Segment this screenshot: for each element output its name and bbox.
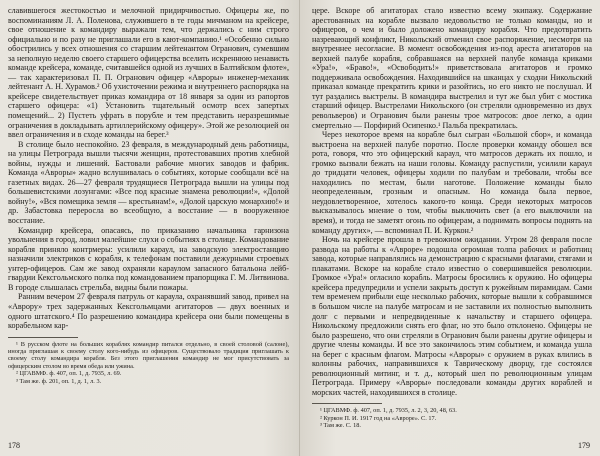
paragraph: Командир крейсера, опасаясь, по приказанию начальника гарнизона увольнения в город, ловил малейшие слухи о событиях в столице. Командование корабля приняло контрмеры: усилили караул, на заводскую электростанцию назначили электриков с корабля, к телефонам поставили дежурными строевых унтер-офицеров. Сам же завод охраняли караулом запасного батальона лейб-гвардии Кексгольмского полка под командованием прапорщика Г. М. Литвинова. В городе слышалась стрельба, видны были пожары. [8,225,289,292]
right-page-body [312,6,592,397]
footnote: ² ЦГАВМФ. ф. 407, оп. 1, д. 7935, л. 69. [16,370,122,378]
page-number: 179 [578,441,590,450]
paragraph: Ночь на крейсере прошла в тревожном ожидании. Утром 28 февраля после развода на работы к «Авроре» подошла огромная толпа рабочих и работниц завода, которые направлялись на демонстрацию с красными флагами, стягами и плакатами. Вскоре на корабле стало известно о совершившейся революции. Громкое «Ура!» огласило корабль. Матросы бросились к оружию. Но офицеры крейсера предупредили и успели закрыть доступ к ружейным пирамидам. Сами тем временем прибыли еще несколько рабочих, которые вышли к собравшимся в большом числе на палубе матросам и не заставили их полностью выполнить долг с первыми и непредвиденные к начальству и старшего офицера. Никольскому предложили снять его флаг, но это было отклонено. Офицеры не было разрешено, что они стреляли в Огранович были ранены другие офицеры и другие члены команды. И все это закончилось этим событием, и команда ушла на берег с красным флагом. Матросы «Авроры» с оружием в руках влились в колонны рабочих, направившихся к Таврическому дворцу, где состоялся революционный митинг, и т. д., который шел по революционным улицам Петрограда. Примеру «Авроры» последовали команды других кораблей и морских частей, находившихся в столице. [312,235,592,397]
right-page [300,0,600,456]
footnote: ³ Там же. ф. 201, оп. 1, д. 1, л. 3. [16,377,102,385]
footnote-divider [312,403,382,404]
right-page-footnotes [312,407,592,429]
left-page-body [8,6,289,331]
footnote: ¹ ЦГАВМФ. ф. 407, оп. 1, д. 7935, л. 2, 3, 20, 48, 63. [320,407,457,415]
footnote: ³ Там же. С. 18. [320,422,361,430]
footnote: ² Куркон П. И. 1917 год на «Авроре». С. 17. [320,414,437,422]
paragraph: цере. Вскоре об агитаторах стало известно всему экипажу. Содержание арестованных на корабле вызвало недовольство не только команды, но и офицеров, о чем и было доложено командиру корабля. Что предотвратить назревающий конфликт, Никольский отменил свое распоряжение, несмотря на внутреннее несогласие. В момент освобождения из-под ареста агитаторов на верхней палубе корабля, собравшаяся на верхней палубе команда криками «Ура!», «Браво!», «Освободить!» приветствовала агитаторов и громко поддерживала освобождения. Находившийся на шканцах у сходни Никольский приказал команде прекратить крики и разойтись, но его никто не послушал. И тут раздались выстрелы. В командира выстрелил и тут же был убит с мостика старший офицер. Выстрелами Никольского (он стреляли одновременно из двух револьверов) и Огранович были ранены трое матросов: двое легко, а один смертельно — Порфирий Осипенко.¹ Пальба прекратилась. [312,6,592,130]
paragraph: Через некоторое время на корабле был сыгран «Большой сбор», и команда выстроена на верхней палубе поротно. После проверки команду обошел вся рота, говоря, что это офицерский караул, что матросов держать их пошло, и громко вызвали бежать на наши головы. Команду распустили, усилили караул до тридцати человек, офицеры ходили по палубам и требовали, чтобы все находились по местам, были наготове. Положение команды было неопределенным, грозным и опасным. Но команда была первое, неудовлетворенное, хотелось какого-то конца. Среди некоторых матросов высказывалось мнение о том, чтобы выключить свет (а его выключили на время), и тогда не заметят огонь по офицерам, а поднимать вопросы поднять на команду других», — вспоминал П. И. Куркон.² [312,130,592,235]
left-page-footnotes [8,341,289,385]
paragraph: В столице было неспокойно. 23 февраля, в международный день работницы, на улицы Петрограда вышли тысячи женщин, протестовавших против хлебной войны, нужды и лишений. Бастовали рабочие многих заводов и фабрик. Команда «Авроры» жадно вслушивалась о событиях, которые сообщали всё на газетных видах. 26—27 февраля трудящиеся Петрограда вышли на улицы под большевистскими лозунгами: «Все под красные знамена революции!», «Долой войну!», «Вся помещика земля — крестьянам!», «Долой царскую монархию!» и др. Забастовка перерослa во всеобщую, а восстание — в вооруженное восстание. [8,139,289,226]
footnote-divider [8,337,78,338]
paragraph: Ранним вечером 27 февраля патруль от караула, охранявший завод, привел на «Аврору» трех задержанных Кексгольмцами агитаторов — двух военных и одного штатского.⁴ По разрешению командира крейсера они были помещены в корабельном кар- [8,292,289,331]
page-number: 178 [8,441,20,450]
footnote: ¹ В русском флоте на больших кораблях командир питался отдельно, в своей столовой (салоне), иногда приглашая к своему столу кого-нибудь из офицеров. Существовало традиция приглашать к своему столу командира корабля. Без этого приглашения командир не мог присутствовать за офицерским столом во время обеда или ужина. [8,340,289,370]
paragraph: славившегося жестокостью и мелочной придирчивостью. Офицеры же, по воспоминаниям Л. А. Поленова, служившего в те годы мичманом на крейсере, свое отношение к командиру выражали тем, что держались с ним строго официально и по разу не приглашали его в кают-компанию.¹ «Особенно сильно обострились у всех отношения со старшим лейтенантом Огранович, сумевшим за неполную неделю своего старшего офицерства вселить искреннюю ненависть команде крейсера, команде, считавшейся одной из лучших в Балтийском флоте», — так характеризовал П. П. Огранович офицер «Авроры» инженер-механик лейтенант А. Н. Хурамов.² Об ухисточении режима и внутреннего распорядка на крейсере свидетельствует приказ командира от 18 января за один из рапортов старшего офицера: «1) Установить тщательный осмотр всех запертых помещений... 2) Пустеть уфрать в порубле и тем представить неразрешимые ограничения в докладывать артиллерийскому офицеру». Этой же резолюцией он ввел ограничения и в сходе команды на берег.³ [8,6,289,140]
